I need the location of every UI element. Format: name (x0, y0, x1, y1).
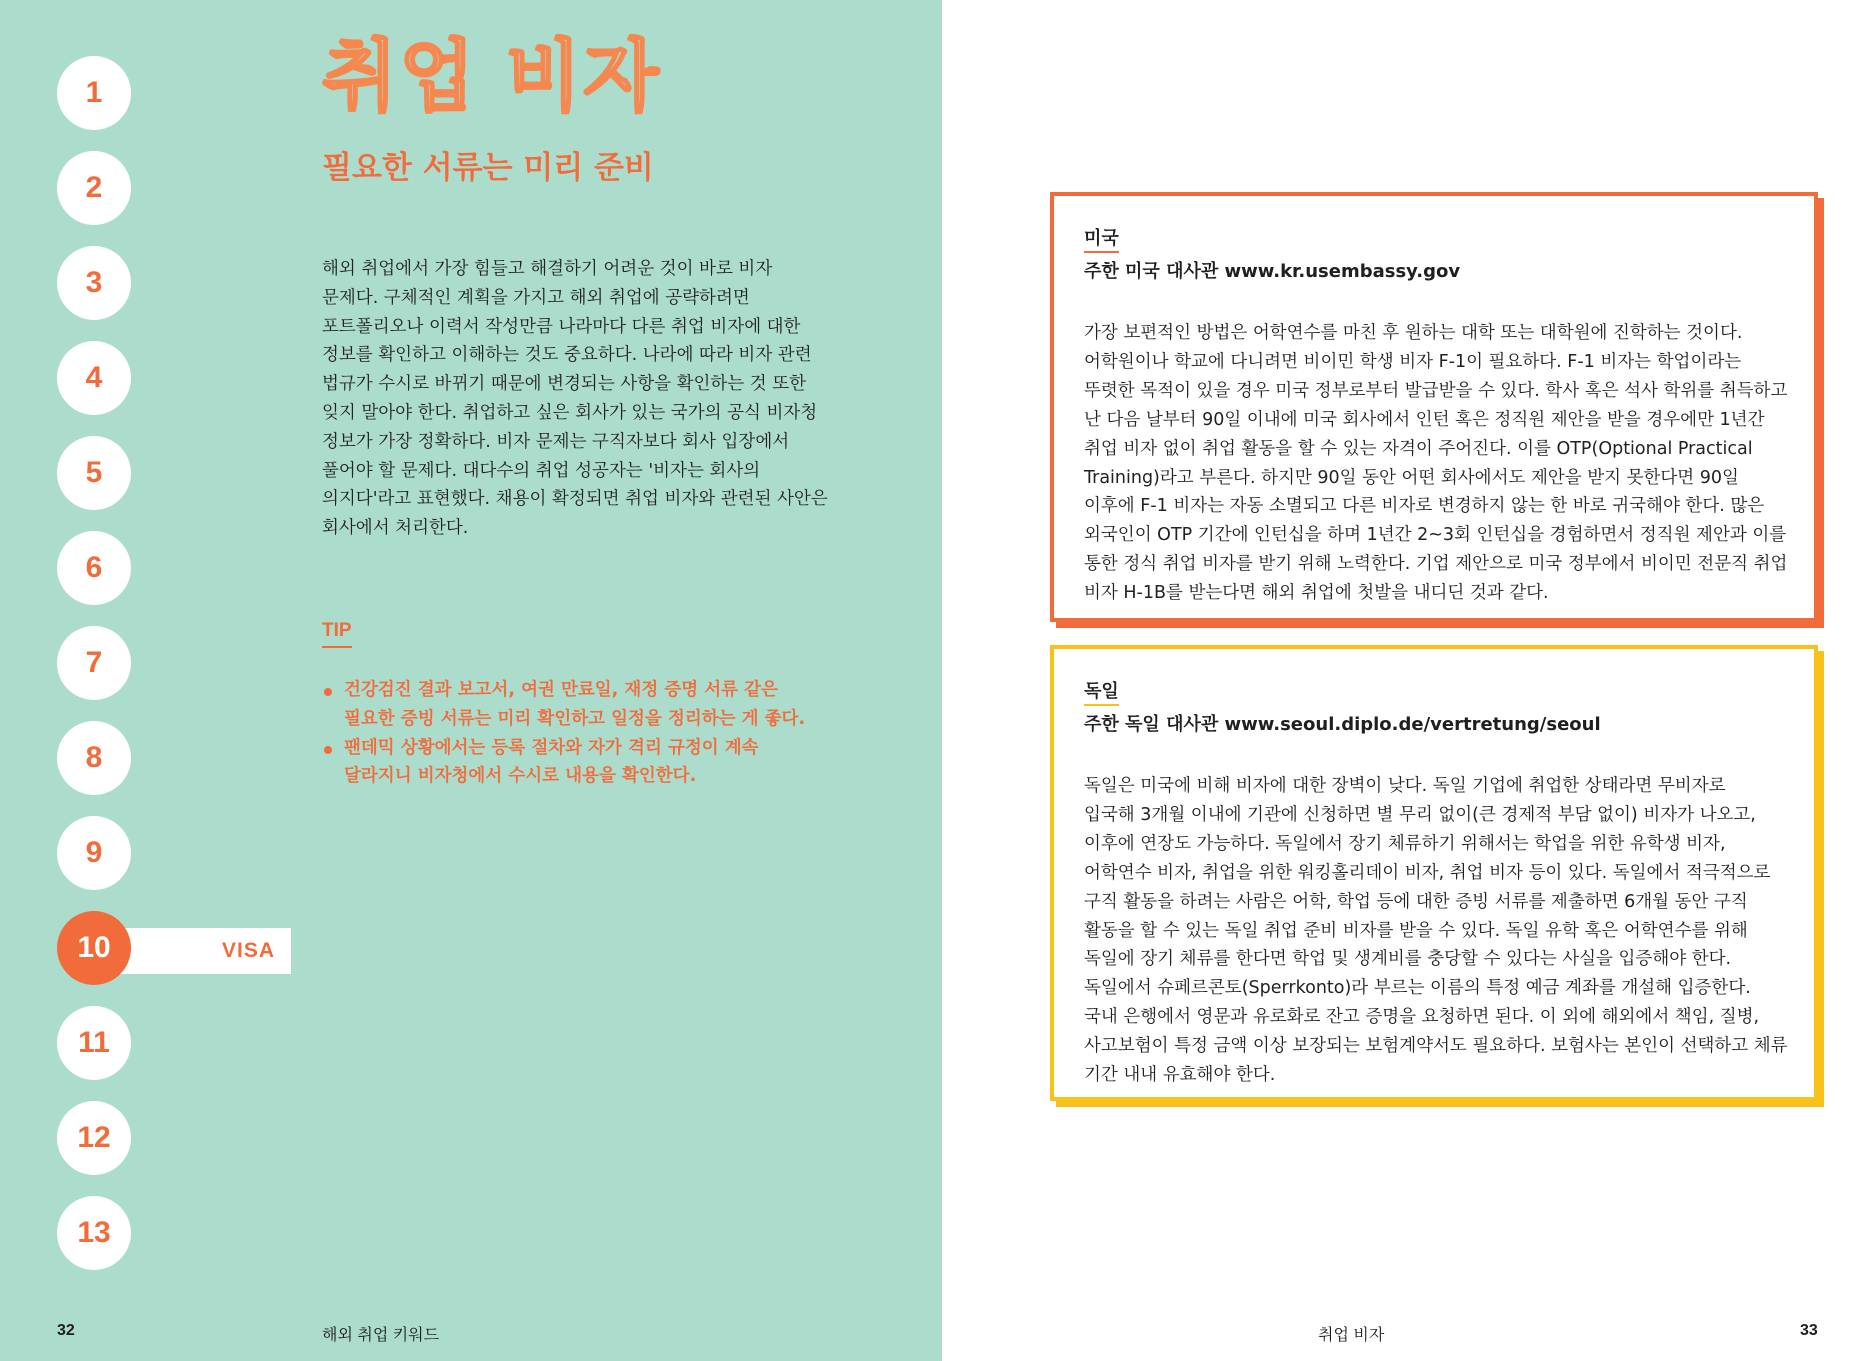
tip-line: 달라지니 비자청에서 수시로 내용을 확인한다. (344, 766, 697, 787)
usa-visa-box (1050, 192, 1818, 622)
chapter-button-2[interactable]: 2 (57, 151, 131, 225)
intro-line: 해외 취업에서 가장 힘들고 해결하기 어려운 것이 바로 비자 (322, 259, 773, 279)
box-embassy-link: 주한 독일 대사관 www.seoul.diplo.de/vertretung/seoul (1084, 714, 1601, 735)
box-line: 이후에 F-1 비자는 자동 소멸되고 다른 비자로 변경하지 않는 한 바로 귀국해야 한다. 많은 (1084, 496, 1765, 517)
box-line: 국내 은행에서 영문과 유로화로 잔고 증명을 요청하면 된다. 이 외에 해외에서 책임, 질병, (1084, 1007, 1760, 1028)
box-line: Training)라고 부른다. 하지만 90일 동안 어떤 회사에서도 제안을 받지 못한다면 90일 (1084, 467, 1739, 488)
box-line: 독일에서 슈페르콘토(Sperrkonto)라 부르는 이름의 특정 예금 계좌를 개설해 입증한다. (1084, 978, 1751, 999)
germany-visa-box (1050, 645, 1818, 1101)
chapter-button-13[interactable]: 13 (57, 1196, 131, 1270)
box-line: 통한 정식 취업 비자를 받기 위해 노력한다. 기업 제안으로 미국 정부에서 비이민 전문직 취업 (1084, 554, 1788, 575)
intro-line: 회사에서 처리한다. (322, 518, 469, 539)
chapter-button-5[interactable]: 5 (57, 436, 131, 510)
chapter-button-12[interactable]: 12 (57, 1101, 131, 1175)
chapter-button-3[interactable]: 3 (57, 246, 131, 320)
box-line: 이후에 연장도 가능하다. 독일에서 장기 체류하기 위해서는 학업을 위한 유학생 비자, (1084, 833, 1726, 854)
box-line: 가장 보편적인 방법은 어학연수를 마친 후 원하는 대학 또는 대학원에 진학하는 것이다. (1084, 323, 1743, 343)
intro-line: 잊지 말아야 한다. 취업하고 싶은 회사가 있는 국가의 공식 비자청 (322, 402, 818, 423)
intro-line: 정보를 확인하고 이해하는 것도 중요하다. 나라에 따라 비자 관련 (322, 345, 812, 366)
box-line: 외국인이 OTP 기간에 인턴십을 하며 1년간 2~3회 인턴십을 경험하면서 정직원 제안과 이를 (1084, 525, 1787, 546)
chapter-button-10-active[interactable]: 10 (57, 911, 131, 985)
tip-label: TIP (322, 620, 352, 648)
box-line: 독일은 미국에 비해 비자에 대한 장벽이 낮다. 독일 기업에 취업한 상태라면 무비자로 (1084, 776, 1726, 796)
chapter-button-4[interactable]: 4 (57, 341, 131, 415)
page-subtitle: 필요한 서류는 미리 준비 (322, 150, 654, 186)
box-embassy-link: 주한 미국 대사관 www.kr.usembassy.gov (1084, 261, 1461, 282)
box-line: 뚜렷한 목적이 있을 경우 미국 정부로부터 발급받을 수 있다. 학사 혹은 석사 학위를 취득하고 (1084, 380, 1788, 401)
box-line: 활동을 할 수 있는 독일 취업 준비 비자를 받을 수 있다. 독일 유학 혹은 어학연수를 위해 (1084, 920, 1748, 941)
intro-paragraph (322, 255, 842, 543)
tip-line: 필요한 증빙 서류는 미리 확인하고 일정을 정리하는 게 좋다. (344, 708, 806, 729)
box-line: 취업 비자 없이 취업 활동을 할 수 있는 자격이 주어진다. 이를 OTP(Optional Practical (1084, 438, 1753, 459)
intro-line: 풀어야 할 문제다. 대다수의 취업 성공자는 '비자는 회사의 (322, 460, 761, 481)
chapter-active-tab[interactable]: VISA (93, 928, 291, 974)
box-line: 어학연수 비자, 취업을 위한 워킹홀리데이 비자, 취업 비자 등이 있다. 독일에서 적극적으로 (1084, 862, 1771, 883)
tip-item (322, 734, 842, 792)
page-number-left: 32 (57, 1322, 75, 1339)
intro-line: 정보가 가장 정확하다. 비자 문제는 구직자보다 회사 입장에서 (322, 431, 790, 452)
page-number-right: 33 (1800, 1322, 1818, 1339)
intro-line: 법규가 수시로 바뀌기 때문에 변경되는 사항을 확인하는 것 또한 (322, 374, 807, 395)
box-country-title: 독일 (1084, 677, 1119, 706)
box-body (1084, 319, 1788, 608)
intro-line: 의지다'라고 표현했다. 채용이 확정되면 취업 비자와 관련된 사안은 (322, 489, 828, 510)
intro-line: 문제다. 구체적인 계획을 가지고 해외 취업에 공략하려면 (322, 287, 750, 308)
box-line: 독일에 장기 체류를 한다면 학업 및 생계비를 충당할 수 있다는 사실을 입증해야 한다. (1084, 949, 1732, 970)
intro-line: 포트폴리오나 이력서 작성만큼 나라마다 다른 취업 비자에 대한 (322, 316, 801, 337)
running-head-left: 해외 취업 키워드 (322, 1327, 440, 1344)
chapter-button-7[interactable]: 7 (57, 626, 131, 700)
page-title: 취업 비자 (322, 32, 661, 122)
tip-line: 건강검진 결과 보고서, 여권 만료일, 재정 증명 서류 같은 (344, 680, 778, 700)
chapter-button-8[interactable]: 8 (57, 721, 131, 795)
chapter-button-11[interactable]: 11 (57, 1006, 131, 1080)
box-line: 난 다음 날부터 90일 이내에 미국 회사에서 인턴 혹은 정직원 제안을 받을 경우에만 1년간 (1084, 409, 1765, 430)
box-body (1084, 772, 1788, 1090)
box-line: 기간 내내 유효해야 한다. (1084, 1065, 1276, 1086)
chapter-button-6[interactable]: 6 (57, 531, 131, 605)
chapter-button-1[interactable]: 1 (57, 56, 131, 130)
running-head-right: 취업 비자 (1318, 1327, 1385, 1344)
chapter-button-9[interactable]: 9 (57, 816, 131, 890)
box-line: 입국해 3개월 이내에 기관에 신청하면 별 무리 없이(큰 경제적 부담 없이) 비자가 나오고, (1084, 804, 1756, 825)
box-line: 비자 H-1B를 받는다면 해외 취업에 첫발을 내디딘 것과 같다. (1084, 583, 1549, 604)
box-country-title: 미국 (1084, 224, 1119, 253)
tip-list (322, 676, 842, 791)
chapter-nav (0, 0, 300, 1300)
box-line: 구직 활동을 하려는 사람은 어학, 학업 등에 대한 증빙 서류를 제출하면 6개월 동안 구직 (1084, 891, 1748, 912)
box-line: 사고보험이 특정 금액 이상 보장되는 보험계약서도 필요하다. 보험사는 본인이 선택하고 체류 (1084, 1036, 1788, 1057)
box-line: 어학원이나 학교에 다니려면 비이민 학생 비자 F-1이 필요하다. F-1 비자는 학업이라는 (1084, 351, 1742, 372)
tip-line: 팬데믹 상황에서는 등록 절차와 자가 격리 규정이 계속 (344, 737, 759, 758)
tip-item (322, 676, 842, 734)
